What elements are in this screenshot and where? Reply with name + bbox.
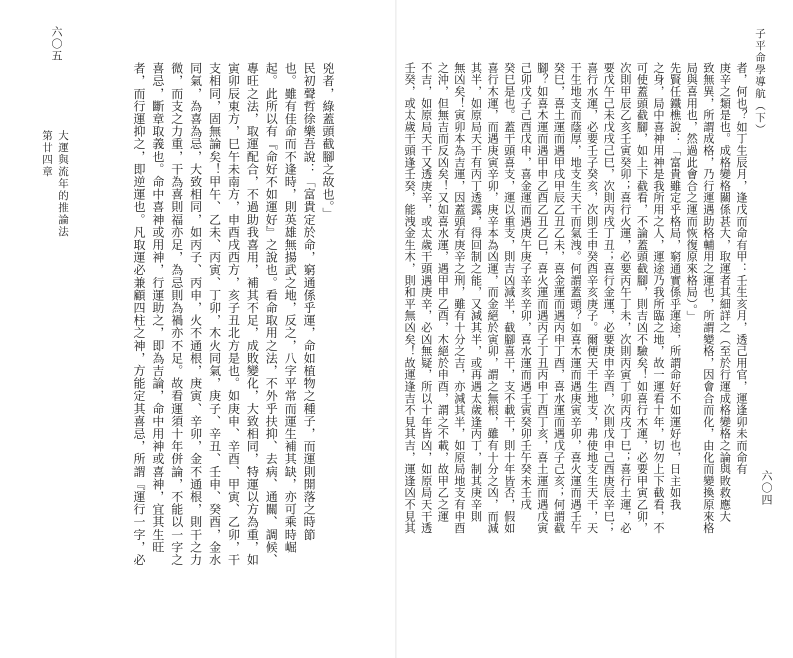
- text-column: 寅卯辰東方，巳午未南方，申酉戌西方，亥子丑北方是也。如庚申、辛酉、甲寅、乙卯，干: [226, 62, 241, 566]
- text-column: 癸巳，喜土運而遇甲戌甲辰乙丑乙未，喜金運而遇丙申丁酉，喜水運而遇戊子己亥；何謂截: [552, 62, 566, 534]
- text-column: 之身，局中喜神用神是我所用之人，運途乃我所臨之地，故一運看十年，切勿上下截看，不: [652, 62, 666, 534]
- text-column: 喜行水運，必要壬子癸亥，次則壬申癸酉辛亥庚子。爾便天干生地支，弗使地支生天干，天: [585, 62, 599, 534]
- text-column: 干生地支而蔭厚，地支生天干而氣洩。何謂蓋頭？如喜木運而遇庚寅辛卯，喜火運而遇壬午: [569, 62, 583, 534]
- right-body-text: [393, 62, 749, 640]
- text-column: 起。此所以有『命好不如運好』之說也。看命取用之法，不外乎扶抑、去病、通關、調候、: [264, 62, 279, 566]
- right-running-header: 子平命學導航（下）: [754, 28, 766, 136]
- text-column: 微，而支之力重，干為喜則福亦足，為忌則為禍亦不足。故看運須十年併論，不能以一字之: [169, 62, 184, 566]
- text-column: 之沖，但無吉而反凶矣！又如喜水運，遇甲申乙酉，木絕於申酉，謂之不載，故甲乙之運: [436, 62, 450, 523]
- text-column: 也。雖有佳命而不逢時，則英雄無揚武之地，反之，八字平常而運生補其缺，亦可乘時崛: [283, 62, 298, 554]
- text-column: 同氣，為喜為忌，大致相同，如丙子、丙申，火不通根，庚寅、辛卯，金不通根，則干之力: [188, 62, 203, 566]
- text-column: 兇者，綠蓋頭截腳之故也。」: [321, 62, 335, 220]
- text-column: 者，何也？如丁生辰月，逢戊而命有甲：壬生亥月，透己用官，運逢卯未而命有: [735, 62, 748, 475]
- left-page-number: 六〇五: [50, 26, 63, 62]
- text-column: 喜行木運，而遇庚寅辛卯，庚辛本為凶運，而金絕於寅卯，謂之無根，雖有十分之凶，而減: [486, 62, 500, 534]
- text-column: 局與喜用也，然過此會合之運而恢復原來格局）。」: [685, 62, 699, 323]
- text-column: 喜忌，斷章取義也。命中喜神或用神，行運助之，即為吉論，命中用神或喜神，宜其生旺: [150, 62, 165, 554]
- text-column: 腳？如喜木運而遇甲申乙酉乙丑乙巳，喜火運而遇丙子丁丑丙申丁酉丁亥，喜土運而遇戊寅: [535, 62, 549, 534]
- left-body-text: [37, 62, 337, 640]
- text-column: 壬癸，或太歲干頭逢壬癸，能洩金生木，則和平無凶矣！故運逢吉不見其吉，運逢凶不見其: [403, 62, 417, 534]
- right-page-number: 六〇四: [760, 470, 773, 506]
- text-column: 致無異，所謂成格，乃行運遇助格輔用之運也，所謂變格，因會合而化，由化而變換原來格: [701, 62, 715, 534]
- left-running-header-chapter: 第廿四章: [41, 130, 53, 178]
- text-column: 不吉，如原局天干又透庚辛，或太歲干頭遇庚辛，必凶無疑，所以十年皆凶，如原局天干透: [419, 62, 433, 534]
- text-column: 無凶矣！寅卯本為吉運，因蓋頭有庚辛之刑，雖有十分之吉，亦減其半，如原局地支有申酉: [452, 62, 466, 534]
- text-column: 支相同，固無論矣！甲午、乙未、丙寅、丁卯，木火同氣，庚子、辛丑、壬申、癸酉，金水: [207, 62, 222, 566]
- right-page: [397, 0, 793, 658]
- text-column: 要戊午己未戊戌己巳，次則丙戌丁丑；喜行金運，必要庚申辛酉，次則戊申己酉庚辰辛巳；: [602, 62, 616, 534]
- text-column: 其半，如原局天干有丙丁透露，得回制之能，又減其半，或再遇太歲逢丙丁，制其庚辛則: [469, 62, 483, 523]
- text-column: 者，而行運抑之，即逆運也。凡取運必兼顧四柱之神，方能定其喜忌，所謂『運行一字，必: [131, 62, 146, 566]
- left-running-header-title: 大運與流年的推論法: [57, 130, 69, 238]
- text-column: 可使蓋頭截腳，如上下截看，不論蓋頭截腳，則吉凶不驗矣！如喜行木運，必要甲寅乙卯，: [635, 62, 649, 534]
- text-column: 先賢任鐵樵說：「富貴雖定乎格局，窮通實係乎運途，所謂命好不如運好也，日主如我: [668, 62, 682, 511]
- text-column: 庚辛之類是也。成格變格關係甚大，取運者其細詳之（至於行運成格變格之論與敗救應大: [718, 62, 732, 523]
- text-column: 癸巳是也。蓋干頭喜支，運以重支，則吉凶減半，截腳喜干，支不載干，則十年皆否，假如: [502, 62, 516, 534]
- text-column: 專旺之法，取運配合，不過助我喜用，補其不足，成敗變化，大致相同，特運以方為重，如: [245, 62, 260, 566]
- text-column: 民初聲哲徐樂吾說：「富貴定於命，窮通係乎運，命如植物之種子，而運則開落之時節: [302, 62, 317, 541]
- text-column: 次則甲辰乙亥壬寅癸卯；喜行火運，必要丙午丁未，次則丙寅丁卯丙戌丁巳；喜行土運，必: [618, 62, 632, 534]
- text-column: 己卯戊子己酉戊申，喜金運而遇庚午庚子辛亥辛卯，喜水運而遇壬寅癸卯壬午癸未壬戌: [519, 62, 533, 511]
